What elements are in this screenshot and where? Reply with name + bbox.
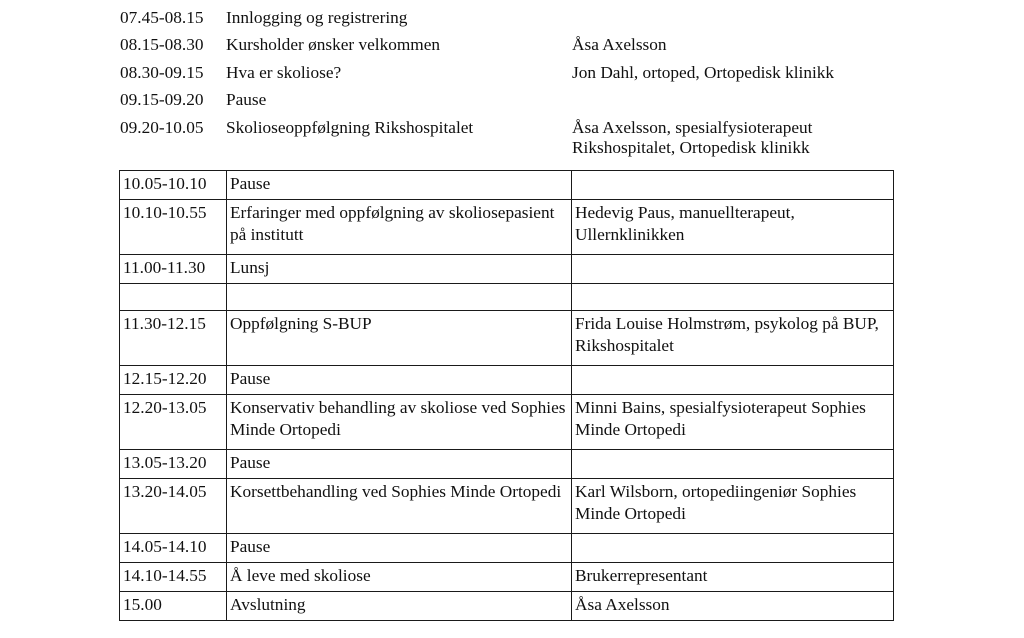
- speaker-cell: [572, 171, 894, 200]
- time-cell: 10.10-10.55: [120, 200, 227, 255]
- table-row: [120, 311, 894, 366]
- time-cell: 13.05-13.20: [120, 450, 227, 479]
- activity-cell: Innlogging og registrering: [226, 8, 408, 27]
- activity-cell: Pause: [227, 171, 572, 200]
- time-cell: [120, 284, 227, 311]
- intro-schedule: [120, 8, 900, 158]
- speaker-cell: [572, 284, 894, 311]
- time-cell: 08.15-08.30: [120, 35, 204, 55]
- time-cell: 15.00: [120, 592, 227, 621]
- table-row: [120, 450, 894, 479]
- speaker-cell: [572, 8, 900, 28]
- schedule-row: [120, 63, 900, 83]
- activity-cell: Oppfølgning S-BUP: [227, 311, 572, 366]
- speaker-cell: [572, 366, 894, 395]
- activity-cell: Å leve med skoliose: [227, 563, 572, 592]
- speaker-cell: [572, 90, 900, 110]
- schedule-row: [120, 118, 900, 158]
- speaker-cell: [572, 534, 894, 563]
- schedule-row: [120, 35, 900, 55]
- activity-cell: Pause: [226, 90, 267, 110]
- time-cell: 09.20-10.05: [120, 117, 204, 137]
- table-row-empty: [120, 284, 894, 311]
- activity-cell: Korsettbehandling ved Sophies Minde Ortopedi: [227, 479, 572, 534]
- speaker-cell: Hedevig Paus, manuellterapeut, Ullernklinikken: [572, 200, 894, 255]
- table-row: [120, 563, 894, 592]
- table-row: [120, 200, 894, 255]
- table-row: [120, 255, 894, 284]
- speaker-cell: Brukerrepresentant: [572, 563, 894, 592]
- time-cell: 11.00-11.30: [120, 255, 227, 284]
- speaker-cell: Jon Dahl, ortoped, Ortopedisk klinikk: [572, 62, 835, 82]
- speaker-cell: Åsa Axelsson: [572, 592, 894, 621]
- speaker-cell: [572, 450, 894, 479]
- time-cell: 12.15-12.20: [120, 366, 227, 395]
- schedule-row: [120, 8, 900, 28]
- table-row: [120, 534, 894, 563]
- table-row: [120, 592, 894, 621]
- activity-cell: Pause: [227, 534, 572, 563]
- time-cell: 08.30-09.15: [120, 62, 204, 82]
- activity-cell: Hva er skoliose?: [226, 62, 342, 82]
- schedule-row: [120, 90, 900, 110]
- time-cell: 09.15-09.20: [120, 90, 204, 110]
- time-cell: 14.05-14.10: [120, 534, 227, 563]
- speaker-cell: Karl Wilsborn, ortopediingeniør Sophies Minde Ortopedi: [572, 479, 894, 534]
- speaker-cell: Frida Louise Holmstrøm, psykolog på BUP, Rikshospitalet: [572, 311, 894, 366]
- activity-cell: Pause: [227, 366, 572, 395]
- activity-cell: Pause: [227, 450, 572, 479]
- table-row: [120, 366, 894, 395]
- table-row: [120, 479, 894, 534]
- time-cell: 13.20-14.05: [120, 479, 227, 534]
- time-cell: 14.10-14.55: [120, 563, 227, 592]
- speaker-cell: Minni Bains, spesialfysioterapeut Sophies Minde Ortopedi: [572, 395, 894, 450]
- time-cell: 11.30-12.15: [120, 311, 227, 366]
- activity-cell: [227, 284, 572, 311]
- table-row: [120, 171, 894, 200]
- schedule-table: [119, 170, 894, 621]
- activity-cell: Skolioseoppfølgning Rikshospitalet: [226, 117, 474, 137]
- activity-cell: Avslutning: [227, 592, 572, 621]
- time-cell: 10.05-10.10: [120, 171, 227, 200]
- speaker-cell: Åsa Axelsson, spesialfysioterapeut Rikshospitalet, Ortopedisk klinikk: [572, 117, 813, 157]
- activity-cell: Kursholder ønsker velkommen: [226, 35, 441, 55]
- activity-cell: Konservativ behandling av skoliose ved Sophies Minde Ortopedi: [227, 395, 572, 450]
- speaker-cell: Åsa Axelsson: [572, 35, 667, 55]
- table-row: [120, 395, 894, 450]
- speaker-cell: [572, 255, 894, 284]
- activity-cell: Erfaringer med oppfølgning av skoliosepasient på institutt: [227, 200, 572, 255]
- activity-cell: Lunsj: [227, 255, 572, 284]
- time-cell: 07.45-08.15: [120, 8, 204, 27]
- time-cell: 12.20-13.05: [120, 395, 227, 450]
